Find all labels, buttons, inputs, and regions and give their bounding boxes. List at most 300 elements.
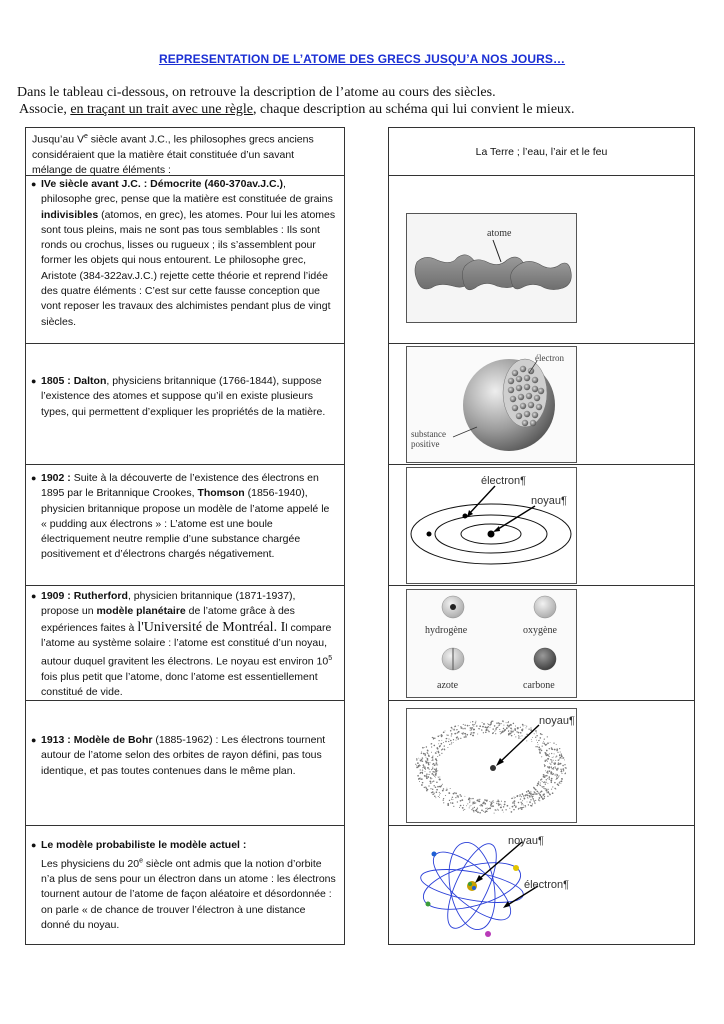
cloud-dot [432,759,433,760]
cloud-dot [491,721,493,723]
cloud-dot [443,800,444,801]
cloud-dot [525,805,526,806]
cloud-dot [439,740,440,741]
noyau-label: noyau¶ [539,715,575,727]
cloud-dot [499,729,500,730]
cloud-dot [465,735,466,736]
cloud-dot [417,762,419,764]
cloud-dot [460,738,461,739]
cloud-dot [500,807,502,809]
cloud-dot [556,769,557,770]
cloud-dot [514,734,515,735]
cloud-dot [492,801,493,802]
cloud-dot [541,797,542,798]
cloud-dot [422,773,423,774]
cloud-dot [428,755,429,756]
cloud-dot [541,750,542,751]
cloud-dot [476,725,477,726]
cloud-dot [428,762,429,763]
cloud-dot [547,773,548,774]
cloud-dot [503,725,504,726]
cloud-dot [473,810,475,812]
cloud-dot [449,744,450,745]
cloud-dot [435,786,437,788]
diagrams-table [388,127,695,945]
cloud-dot [433,781,434,782]
cloud-dot [434,764,436,766]
cloud-dot [502,809,503,810]
cloud-dot [544,764,545,765]
cloud-dot [542,794,544,796]
cloud-dot [551,766,553,768]
cloud-dot [526,795,527,796]
cloud-dot [451,742,452,743]
cloud-dot [436,751,437,752]
cloud-dot [446,735,447,736]
cloud-dot [477,808,478,809]
intro-line-2 [17,101,707,118]
cloud-dot [464,728,465,729]
cloud-dot [533,799,534,800]
cloud-dot [564,773,565,774]
cloud-dot [549,779,550,780]
cloud-dot [467,734,469,736]
cloud-dot [445,795,446,796]
description-row-bohr [26,701,344,826]
cloud-dot [551,789,552,790]
cloud-dot [507,726,508,727]
cloud-dot [497,809,498,810]
cloud-dot [537,746,538,747]
cloud-dot [432,768,433,769]
cloud-dot [551,761,553,763]
cloud-dot [462,807,464,809]
cloud-dot [433,774,435,776]
descriptions-table [25,127,345,945]
cloud-dot [559,754,560,755]
cloud-dot [521,808,523,810]
cloud-dot [536,785,538,787]
cloud-dot [426,777,427,778]
cloud-dot [493,800,494,801]
cloud-dot [477,734,478,735]
cloud-dot [436,762,438,764]
cloud-dot [489,731,490,732]
cloud-dot [538,744,539,745]
cloud-dot [559,759,560,760]
cloud-dot [541,756,542,757]
cloud-dot [473,726,474,727]
cloud-dot [552,757,553,758]
cloud-dot [522,800,523,801]
cloud-dot [549,770,551,772]
cloud-dot [424,747,425,748]
description-row-greeks [26,128,344,176]
cloud-dot [549,753,550,754]
orbit-atom-image [406,467,577,584]
cloud-dot [462,728,463,729]
cloud-dot [435,769,436,770]
cloud-dot [551,780,552,781]
cloud-dot [427,759,429,761]
cloud-dot [516,795,518,797]
cloud-dot [440,735,441,736]
cloud-dot [439,792,440,793]
cloud-dot [481,809,483,811]
cloud-dot [495,733,496,734]
cloud-dot [528,798,529,799]
cloud-dot [427,767,428,768]
cloud-dot [540,737,542,739]
cloud-dot [460,805,462,807]
cloud-dot [500,733,501,734]
cloud-dot [513,809,515,811]
cloud-dot [544,775,545,776]
cloud-dot [464,809,465,810]
cloud-dot [563,770,564,771]
cloud-dot [432,778,433,779]
cloud-dot [531,739,532,740]
cloud-dot [546,792,547,793]
cloud-dot [433,739,434,740]
cloud-dot [554,762,555,763]
cloud-dot [498,810,499,811]
cloud-dot [554,749,556,751]
cloud-dot [546,755,547,756]
cloud-dot [501,723,502,724]
cloud-dot [431,746,432,747]
substance-label-1: substance [411,429,446,439]
cloud-dot [435,752,436,753]
cloud-dot [470,722,471,723]
cloud-dot [528,728,529,729]
cloud-dot [560,751,561,752]
cloud-dot [471,798,472,799]
diagram-row-earth [389,128,694,176]
cloud-dot [450,788,451,789]
cloud-dot [461,799,463,801]
cloud-dot [437,770,438,771]
cloud-dot [483,732,484,733]
cloud-dot [552,792,554,794]
cloud-dot [544,781,545,782]
cloud-dot [432,737,433,738]
cloud-dot [559,748,560,749]
cloud-dot [513,723,515,725]
cloud-dot [435,758,437,760]
cloud-dot [562,757,563,758]
cloud-dot [458,731,460,733]
cloud-dot [518,808,519,809]
cloud-dot [416,758,417,759]
cloud-dot [546,775,548,777]
cloud-dot [540,785,541,786]
cloud-dot [511,729,512,730]
cloud-dot [453,793,455,795]
noyau-label: noyau¶ [531,495,567,507]
cloud-dot [431,743,432,744]
cloud-dot [553,742,554,743]
cloud-dot [550,763,551,764]
cloud-dot [515,797,516,798]
cloud-dot [482,805,483,806]
cloud-dot [469,806,470,807]
cloud-dot [425,761,426,762]
cloud-dot [459,794,460,795]
cloud-dot [432,791,434,793]
cloud-dot [479,805,480,806]
cloud-dot [431,773,433,775]
cloud-dot [429,781,431,783]
cloud-dot [434,771,436,773]
cloud-dot [536,793,538,795]
cloud-dot [443,788,444,789]
cloud-dot [467,803,468,804]
cloud-dot [429,771,430,772]
cloud-dot [527,801,528,802]
cloud-dot [497,799,498,800]
cloud-dot [465,736,467,738]
cloud-dot [441,753,442,754]
cloud-dot [517,727,519,729]
cloud-dot [552,768,553,769]
cloud-dot [515,730,516,731]
cloud-dot [556,776,557,777]
cloud-dot [426,773,427,774]
cloud-dot [521,804,522,805]
cloud-dot [440,793,441,794]
diagram-row-elements [389,586,694,701]
atome-label: atome [487,228,512,239]
cloud-dot [479,812,481,814]
cloud-dot [441,736,443,738]
cloud-dot [493,732,494,733]
cloud-dot [430,788,431,789]
cloud-dot [508,721,509,722]
cloud-dot [537,791,539,793]
cloud-dot [488,808,489,809]
cloud-dot [551,759,552,760]
cloud-dot [470,730,471,731]
cloud-dot [520,727,521,728]
cloud-dot [530,793,531,794]
cloud-dot [529,801,530,802]
cloud-dot [555,757,556,758]
cloud-dot [433,785,434,786]
cloud-dot [463,810,464,811]
cloud-dot [473,732,475,734]
cloud-dot [428,763,429,764]
cloud-dot [453,806,454,807]
cloud-dot [539,800,540,801]
description-row-probabilistic [26,826,344,946]
cloud-dot [434,769,435,770]
cloud-dot [521,803,522,804]
cloud-dot [447,804,449,806]
cloud-dot [547,742,549,744]
description-text: ● 1909 : Rutherford, physicien britannique (1871-1937), propose un modèle planétaire de l’atome grâce à des expériences faites à l'Université de Montréal. Il compare l’atome au système solaire : l’atome est constitué d’un noyau, autour duquel gravitent les électrons. Le noyau est environ $10^5$ fois plus petit que l’atome, donc l’atome est essentiellement constitué de vide. [31,590,333,699]
cloud-dot [435,774,436,775]
cloud-dot [521,735,522,736]
cloud-dot [443,802,444,803]
cloud-dot [499,725,500,726]
cloud-dot [458,739,459,740]
cloud-dot [487,809,488,810]
cloud-dot [504,804,505,805]
cloud-dot [542,787,543,788]
cloud-dot [553,768,554,769]
cloud-dot [416,760,417,761]
cloud-dot [460,800,462,802]
cloud-dot [553,773,554,774]
cloud-dot [523,807,524,808]
cloud-dot [454,733,456,735]
cloud-dot [446,738,447,739]
cloud-dot [469,800,470,801]
cloud-dot [528,795,529,796]
cloud-dot [545,784,546,785]
cloud-dot [548,756,549,757]
cloud-dot [457,801,458,802]
cloud-dot [420,778,421,779]
cloud-dot [560,781,561,782]
cloud-dot [549,777,550,778]
cloud-dot [430,783,431,784]
cloud-dot [561,773,562,774]
cloud-dot [479,725,481,727]
cloud-dot [439,779,441,781]
cloud-dot [419,781,420,782]
cloud-dot [511,735,513,737]
cloud-dot [447,747,448,748]
cloud-dot [419,778,420,779]
cloud-dot [472,802,474,804]
cloud-dot [535,789,537,791]
electron-label: électron¶ [524,879,570,891]
cloud-dot [505,809,506,810]
cloud-dot [438,743,439,744]
diagram-row-cloud [389,701,694,826]
cloud-dot [499,804,500,805]
cloud-dot [525,725,526,726]
cloud-dot [441,743,442,744]
cloud-dot [504,801,506,803]
cloud-dot [501,805,502,806]
cloud-dot [534,801,535,802]
bullet-icon: ● [31,840,37,850]
cloud-dot [437,786,439,788]
cloud-dot [551,778,553,780]
cloud-dot [541,734,542,735]
intro-text [17,84,707,118]
substance-label-2: positive [411,439,440,449]
cloud-dot [463,732,464,733]
cloud-dot [492,805,493,806]
cloud-dot [418,758,419,759]
cloud-dot [549,748,550,749]
multi-orbit-atom-image [406,830,575,942]
cloud-dot [512,806,514,808]
intro-line-2-underlined: en traçant un trait avec une règle [70,102,254,117]
cloud-dot [550,742,551,743]
cloud-dot [545,744,547,746]
cloud-dot [554,766,555,767]
cloud-dot [424,753,426,755]
cloud-dot [562,768,564,770]
cloud-dot [541,778,542,779]
cloud-dot [535,746,536,747]
cloud-dot [432,756,433,757]
cloud-dot [472,721,473,722]
cloud-dot [557,752,558,753]
cloud-dot [485,808,486,809]
cloud-dot [420,760,422,762]
cloud-dot [471,805,472,806]
cloud-dot [492,733,493,734]
cloud-dot [544,789,545,790]
cloud-dot [436,760,438,762]
cloud-dot [463,724,464,725]
cloud-dot [422,757,423,758]
cloud-dot [554,782,556,784]
cloud-dot [421,753,422,754]
cloud-dot [495,729,496,730]
cloud-dot [434,776,435,777]
cloud-dot [547,761,548,762]
cloud-dot [488,730,489,731]
cloud-dot [432,771,434,773]
cloud-dot [458,725,459,726]
cloud-dot [436,747,438,749]
cloud-dot [512,802,514,804]
cloud-dot [422,767,423,768]
cloud-dot [521,738,522,739]
cloud-dot [426,757,427,758]
cloud-dot [472,803,473,804]
cloud-dot [555,774,556,775]
cloud-dot [437,735,439,737]
cloud-dot [422,782,424,784]
cloud-dot [445,741,447,743]
cloud-dot [420,759,421,760]
cloud-dot [434,793,435,794]
cloud-dot [542,781,543,782]
cloud-dot [477,811,479,813]
cloud-dot [470,734,472,736]
cloud-dot [562,779,563,780]
cloud-dot [471,809,472,810]
cloud-dot [429,769,430,770]
cloud-dot [434,795,436,797]
cloud-dot [465,725,466,726]
cloud-dot [559,763,560,764]
cloud-dot [424,767,425,768]
cloud-dot [426,762,428,764]
cloud-dot [561,770,562,771]
cloud-dot [528,804,529,805]
cloud-dot [436,771,438,773]
cloud-dot [561,755,563,757]
cloud-dot [459,807,460,808]
cloud-dot [455,793,457,795]
cloud-dot [450,740,452,742]
cloud-dot [464,733,465,734]
cloud-dot [442,790,444,792]
cloud-dot [432,789,433,790]
cloud-dot [436,768,437,769]
description-text: ● Le modèle probabiliste le modèle actuel : Les physiciens du 20e siècle ont admis que la notion d’orbite n’a plus de sens pour un électron dans un atome : les électrons tournent autour de l’atome de façon aléatoire et désordonnée : on parle « de chance de trouver l’électron à une distance donné du noyau. [31,839,336,931]
cloud-dot [526,791,528,793]
